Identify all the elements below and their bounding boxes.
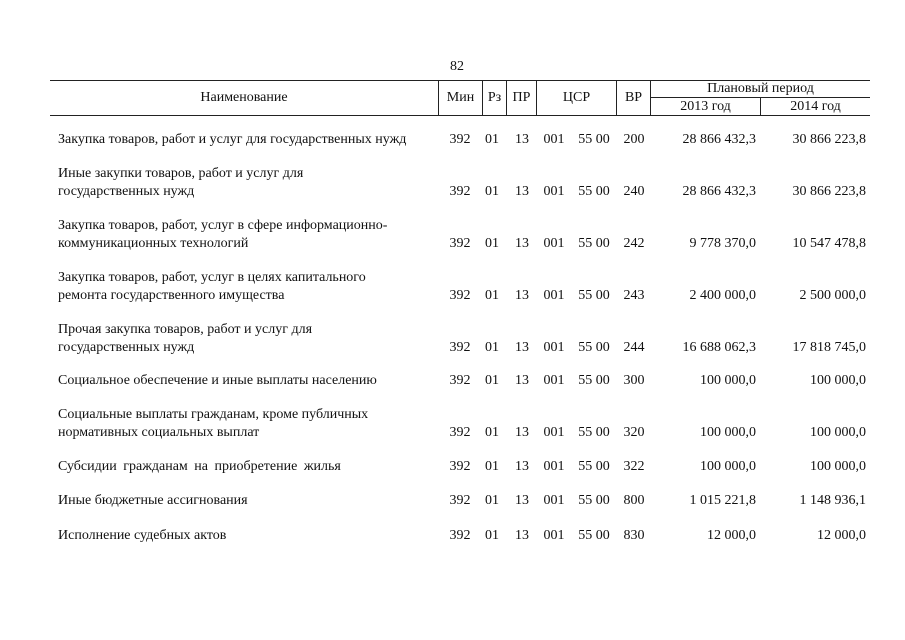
row-csr-2: 55 00 xyxy=(578,373,610,388)
row-rz: 01 xyxy=(485,459,499,474)
row-vr: 240 xyxy=(623,184,645,199)
row-pr: 13 xyxy=(515,528,529,543)
row-vr: 300 xyxy=(623,373,645,388)
row-csr-1: 001 xyxy=(543,373,565,388)
row-name: Закупка товаров, работ, услуг в целях капитального ремонта государственного имущества xyxy=(58,270,366,303)
row-amount-2013: 12 000,0 xyxy=(707,528,756,543)
row-amount-2014: 100 000,0 xyxy=(810,425,866,440)
row-amount-2013: 16 688 062,3 xyxy=(682,340,756,355)
row-rz: 01 xyxy=(485,184,499,199)
row-name: Социальное обеспечение и иные выплаты населению xyxy=(58,373,377,388)
row-vr: 800 xyxy=(623,493,645,508)
row-csr-1: 001 xyxy=(543,236,565,251)
header-csr: ЦСР xyxy=(536,81,616,115)
header-name: Наименование xyxy=(200,90,288,105)
row-vr: 243 xyxy=(623,288,645,303)
row-rz: 01 xyxy=(485,236,499,251)
row-rz: 01 xyxy=(485,493,499,508)
row-vr: 322 xyxy=(623,459,645,474)
row-csr-2: 55 00 xyxy=(578,340,610,355)
row-pr: 13 xyxy=(515,184,529,199)
row-name: Иные бюджетные ассигнования xyxy=(58,493,248,508)
row-pr: 13 xyxy=(515,459,529,474)
row-csr-2: 55 00 xyxy=(578,459,610,474)
row-amount-2013: 28 866 432,3 xyxy=(682,184,756,199)
row-amount-2014: 2 500 000,0 xyxy=(799,288,866,303)
row-amount-2014: 12 000,0 xyxy=(817,528,866,543)
row-csr-2: 55 00 xyxy=(578,184,610,199)
row-csr-2: 55 00 xyxy=(578,288,610,303)
row-amount-2014: 100 000,0 xyxy=(810,459,866,474)
row-min: 392 xyxy=(449,236,471,251)
header-vr: ВР xyxy=(616,81,650,115)
row-min: 392 xyxy=(449,132,471,147)
row-csr-1: 001 xyxy=(543,528,565,543)
row-amount-2013: 100 000,0 xyxy=(700,425,756,440)
row-csr-1: 001 xyxy=(543,459,565,474)
row-pr: 13 xyxy=(515,493,529,508)
row-name: Прочая закупка товаров, работ и услуг для государственных нужд xyxy=(58,322,313,355)
row-rz: 01 xyxy=(485,528,499,543)
row-rz: 01 xyxy=(485,425,499,440)
row-amount-2014: 30 866 223,8 xyxy=(792,132,866,147)
row-min: 392 xyxy=(449,425,471,440)
table-header xyxy=(50,80,870,116)
row-min: 392 xyxy=(449,184,471,199)
header-planning-period xyxy=(650,81,870,115)
row-csr-2: 55 00 xyxy=(578,528,610,543)
row-vr: 244 xyxy=(623,340,645,355)
row-amount-2013: 2 400 000,0 xyxy=(689,288,756,303)
row-amount-2014: 1 148 936,1 xyxy=(799,493,866,508)
row-amount-2013: 28 866 432,3 xyxy=(682,132,756,147)
row-csr-1: 001 xyxy=(543,493,565,508)
row-pr: 13 xyxy=(515,236,529,251)
row-amount-2013: 1 015 221,8 xyxy=(689,493,756,508)
row-pr: 13 xyxy=(515,340,529,355)
row-min: 392 xyxy=(449,340,471,355)
row-amount-2014: 30 866 223,8 xyxy=(792,184,866,199)
header-year-2013: 2013 год xyxy=(680,98,731,114)
row-min: 392 xyxy=(449,459,471,474)
row-amount-2014: 10 547 478,8 xyxy=(792,236,866,251)
row-name: Иные закупки товаров, работ и услуг для государственных нужд xyxy=(58,166,304,199)
row-rz: 01 xyxy=(485,340,499,355)
row-amount-2014: 17 818 745,0 xyxy=(792,340,866,355)
row-csr-1: 001 xyxy=(543,425,565,440)
row-vr: 242 xyxy=(623,236,645,251)
row-pr: 13 xyxy=(515,132,529,147)
row-csr-1: 001 xyxy=(543,132,565,147)
row-csr-1: 001 xyxy=(543,184,565,199)
header-pr: ПР xyxy=(506,81,536,115)
row-csr-2: 55 00 xyxy=(578,236,610,251)
row-csr-2: 55 00 xyxy=(578,425,610,440)
row-vr: 830 xyxy=(623,528,645,543)
row-name: Закупка товаров, работ и услуг для государственных нужд xyxy=(58,132,407,147)
row-rz: 01 xyxy=(485,373,499,388)
row-name: Закупка товаров, работ, услуг в сфере информационно-коммуникационных технологий xyxy=(58,218,388,251)
row-pr: 13 xyxy=(515,373,529,388)
row-csr-2: 55 00 xyxy=(578,493,610,508)
row-amount-2013: 9 778 370,0 xyxy=(689,236,756,251)
row-pr: 13 xyxy=(515,425,529,440)
row-amount-2013: 100 000,0 xyxy=(700,459,756,474)
row-csr-1: 001 xyxy=(543,288,565,303)
row-vr: 200 xyxy=(623,132,645,147)
row-min: 392 xyxy=(449,288,471,303)
row-min: 392 xyxy=(449,528,471,543)
header-year-2014: 2014 год xyxy=(760,98,870,115)
row-vr: 320 xyxy=(623,425,645,440)
row-min: 392 xyxy=(449,373,471,388)
row-min: 392 xyxy=(449,493,471,508)
row-amount-2013: 100 000,0 xyxy=(700,373,756,388)
row-name: Субсидии гражданам на приобретение жилья xyxy=(58,459,341,474)
row-rz: 01 xyxy=(485,288,499,303)
row-name: Исполнение судебных актов xyxy=(58,528,227,543)
row-csr-1: 001 xyxy=(543,340,565,355)
row-csr-2: 55 00 xyxy=(578,132,610,147)
page-number: 82 xyxy=(450,59,464,74)
row-name: Социальные выплаты гражданам, кроме публичных нормативных социальных выплат xyxy=(58,407,369,440)
header-min: Мин xyxy=(438,81,482,115)
header-period-title: Плановый период xyxy=(651,81,870,98)
row-amount-2014: 100 000,0 xyxy=(810,373,866,388)
row-pr: 13 xyxy=(515,288,529,303)
header-rz: Рз xyxy=(482,81,506,115)
row-rz: 01 xyxy=(485,132,499,147)
